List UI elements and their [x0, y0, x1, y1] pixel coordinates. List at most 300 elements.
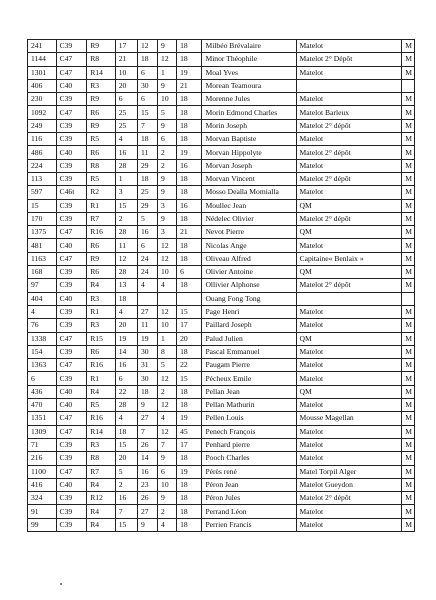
name-cell: Morvan Joseph	[202, 159, 296, 172]
rank-cell: Matelot 2° dépôt	[296, 146, 402, 159]
month-cell: 24	[137, 252, 157, 265]
rank-cell: QM	[296, 385, 402, 398]
rank-cell: Matelot	[296, 518, 402, 531]
age-cell: 17	[177, 438, 202, 451]
rank-cell: Matelot	[296, 345, 402, 358]
name-cell: Moal Yves	[202, 66, 296, 79]
class-code: C39	[56, 119, 87, 132]
table-row	[28, 53, 415, 66]
class-code: C46t	[56, 186, 87, 199]
year-cell: 4	[158, 279, 177, 292]
table-row	[28, 345, 415, 358]
table-row	[28, 438, 415, 451]
register-code: R5	[87, 172, 116, 185]
year-cell: 12	[158, 239, 177, 252]
rank-cell: Matelot	[296, 319, 402, 332]
year-cell: 2	[158, 505, 177, 518]
day-cell: 3	[115, 186, 137, 199]
record-number: 470	[28, 399, 57, 412]
record-number: 170	[28, 212, 57, 225]
day-cell: 7	[115, 505, 137, 518]
year-cell: 2	[158, 385, 177, 398]
rank-cell: QM	[296, 199, 402, 212]
class-code: C39	[56, 159, 87, 172]
age-cell: 19	[177, 465, 202, 478]
rank-cell: QM	[296, 226, 402, 239]
day-cell: 20	[115, 319, 137, 332]
register-code: R9	[87, 252, 116, 265]
year-cell: 2	[158, 146, 177, 159]
age-cell: 18	[177, 252, 202, 265]
record-number: 6	[28, 372, 57, 385]
name-cell: Minor Théophile	[202, 53, 296, 66]
age-cell: 17	[177, 319, 202, 332]
name-cell: Nevot Pierre	[202, 226, 296, 239]
record-number: 1144	[28, 53, 57, 66]
age-cell: 16	[177, 199, 202, 212]
table-row	[28, 332, 415, 345]
record-number: 404	[28, 292, 57, 305]
register-code: R7	[87, 212, 116, 225]
month-cell: 30	[137, 79, 157, 92]
day-cell: 28	[115, 226, 137, 239]
name-cell: Ollivier Alphonse	[202, 279, 296, 292]
table-row	[28, 239, 415, 252]
register-code: R4	[87, 478, 116, 491]
record-number: 168	[28, 266, 57, 279]
year-cell: 12	[158, 425, 177, 438]
rank-cell: Matelot	[296, 425, 402, 438]
rank-cell: QM	[296, 266, 402, 279]
age-cell: 19	[177, 412, 202, 425]
table-row	[28, 172, 415, 185]
day-cell: 6	[115, 372, 137, 385]
month-cell: 31	[137, 359, 157, 372]
rank-cell: Matelot	[296, 452, 402, 465]
status-cell: M	[402, 505, 415, 518]
month-cell: 16	[137, 226, 157, 239]
year-cell: 10	[158, 478, 177, 491]
year-cell: 7	[158, 438, 177, 451]
register-code: R1	[87, 199, 116, 212]
month-cell: 9	[137, 399, 157, 412]
record-number: 71	[28, 438, 57, 451]
status-cell: M	[402, 226, 415, 239]
month-cell: 18	[137, 385, 157, 398]
name-cell: Péron Jules	[202, 492, 296, 505]
month-cell: 6	[137, 93, 157, 106]
table-row	[28, 106, 415, 119]
month-cell: 9	[137, 518, 157, 531]
record-number: 1363	[28, 359, 57, 372]
register-code: R6	[87, 266, 116, 279]
class-code: C39	[56, 133, 87, 146]
status-cell: M	[402, 186, 415, 199]
class-code: C47	[56, 359, 87, 372]
day-cell: 16	[115, 146, 137, 159]
year-cell: 2	[158, 159, 177, 172]
month-cell: 27	[137, 505, 157, 518]
year-cell: 9	[158, 186, 177, 199]
age-cell: 18	[177, 172, 202, 185]
class-code: C39	[56, 518, 87, 531]
status-cell: M	[402, 319, 415, 332]
class-code: C40	[56, 478, 87, 491]
register-code: R15	[87, 332, 116, 345]
name-cell: Pellan Jean	[202, 385, 296, 398]
status-cell: M	[402, 425, 415, 438]
register-code: R14	[87, 425, 116, 438]
table-row	[28, 399, 415, 412]
class-code: C47	[56, 252, 87, 265]
class-code: C39	[56, 279, 87, 292]
status-cell: M	[402, 399, 415, 412]
day-cell: 25	[115, 119, 137, 132]
status-cell: M	[402, 53, 415, 66]
month-cell: 26	[137, 438, 157, 451]
age-cell: 18	[177, 40, 202, 53]
rank-cell: Matelot 2° Dépôt	[296, 53, 402, 66]
table-row	[28, 146, 415, 159]
register-code: R4	[87, 385, 116, 398]
month-cell: 12	[137, 40, 157, 53]
record-number: 1092	[28, 106, 57, 119]
status-cell: M	[402, 385, 415, 398]
year-cell: 3	[158, 199, 177, 212]
record-number: 406	[28, 79, 57, 92]
rank-cell: Matelot Barleux	[296, 106, 402, 119]
register-code: R4	[87, 518, 116, 531]
status-cell	[402, 79, 415, 92]
rank-cell: Matelot	[296, 186, 402, 199]
table-row	[28, 359, 415, 372]
status-cell: M	[402, 305, 415, 318]
name-cell: Morin Edmond Charles	[202, 106, 296, 119]
year-cell: 1	[158, 66, 177, 79]
register-code: R3	[87, 292, 116, 305]
month-cell	[137, 292, 157, 305]
name-cell: Perrand Léon	[202, 505, 296, 518]
age-cell: 18	[177, 106, 202, 119]
register-code: R1	[87, 305, 116, 318]
class-code: C39	[56, 319, 87, 332]
register-code: R8	[87, 159, 116, 172]
month-cell: 27	[137, 305, 157, 318]
name-cell: Pérès rené	[202, 465, 296, 478]
day-cell: 18	[115, 292, 137, 305]
table-row	[28, 119, 415, 132]
class-code: C47	[56, 66, 87, 79]
day-cell: 10	[115, 66, 137, 79]
register-code: R6	[87, 239, 116, 252]
class-code: C47	[56, 465, 87, 478]
month-cell: 11	[137, 146, 157, 159]
rank-cell: QM	[296, 332, 402, 345]
name-cell: Paillard Joseph	[202, 319, 296, 332]
rank-cell: Matelot	[296, 239, 402, 252]
record-number: 1163	[28, 252, 57, 265]
month-cell: 29	[137, 199, 157, 212]
rank-cell: Matelot Gueydon	[296, 478, 402, 491]
class-code: C39	[56, 93, 87, 106]
age-cell: 18	[177, 385, 202, 398]
name-cell: Penech François	[202, 425, 296, 438]
status-cell: M	[402, 438, 415, 451]
table-row	[28, 266, 415, 279]
year-cell: 1	[158, 332, 177, 345]
month-cell: 6	[137, 239, 157, 252]
name-cell: Penhard pierre	[202, 438, 296, 451]
record-number: 91	[28, 505, 57, 518]
rank-cell: Matelot	[296, 133, 402, 146]
status-cell: M	[402, 332, 415, 345]
age-cell: 18	[177, 345, 202, 358]
day-cell: 11	[115, 239, 137, 252]
table-row	[28, 305, 415, 318]
status-cell: M	[402, 239, 415, 252]
class-code: C39	[56, 505, 87, 518]
class-code: C47	[56, 332, 87, 345]
register-code: R16	[87, 359, 116, 372]
status-cell: M	[402, 478, 415, 491]
rank-cell: Matelot 2° dépôt	[296, 212, 402, 225]
month-cell: 18	[137, 172, 157, 185]
record-number: 76	[28, 319, 57, 332]
name-cell: Nicolas Ange	[202, 239, 296, 252]
record-number: 486	[28, 146, 57, 159]
register-code: R4	[87, 279, 116, 292]
class-code: C39	[56, 305, 87, 318]
register-code: R5	[87, 399, 116, 412]
name-cell: Morenne Jules	[202, 93, 296, 106]
class-code: C47	[56, 53, 87, 66]
age-cell: 45	[177, 425, 202, 438]
table-row	[28, 292, 415, 305]
age-cell: 18	[177, 399, 202, 412]
month-cell: 16	[137, 465, 157, 478]
rank-cell: Matelot	[296, 93, 402, 106]
age-cell: 18	[177, 53, 202, 66]
day-cell: 21	[115, 53, 137, 66]
day-cell: 28	[115, 159, 137, 172]
month-cell: 24	[137, 266, 157, 279]
status-cell: M	[402, 279, 415, 292]
table-row	[28, 385, 415, 398]
table-row	[28, 186, 415, 199]
name-cell: Perrien Francis	[202, 518, 296, 531]
age-cell: 16	[177, 159, 202, 172]
table-row	[28, 505, 415, 518]
name-cell: Ouang Fong Tong	[202, 292, 296, 305]
age-cell: 6	[177, 266, 202, 279]
age-cell: 18	[177, 505, 202, 518]
age-cell: 20	[177, 332, 202, 345]
year-cell: 12	[158, 305, 177, 318]
class-code: C40	[56, 239, 87, 252]
name-cell: Moullec Jean	[202, 199, 296, 212]
record-number: 113	[28, 172, 57, 185]
table-row	[28, 252, 415, 265]
rank-cell: Matelot	[296, 438, 402, 451]
register-code: R7	[87, 465, 116, 478]
table-row	[28, 518, 415, 531]
year-cell: 8	[158, 345, 177, 358]
table-row	[28, 159, 415, 172]
month-cell: 5	[137, 212, 157, 225]
class-code: C40	[56, 146, 87, 159]
class-code: C39	[56, 438, 87, 451]
name-cell: Morvan Hippolyte	[202, 146, 296, 159]
month-cell: 4	[137, 279, 157, 292]
status-cell: M	[402, 412, 415, 425]
age-cell: 18	[177, 279, 202, 292]
rank-cell: Matelot	[296, 359, 402, 372]
day-cell: 1	[115, 172, 137, 185]
status-cell: M	[402, 159, 415, 172]
rank-cell: Matelot	[296, 399, 402, 412]
month-cell: 6	[137, 66, 157, 79]
status-cell: M	[402, 212, 415, 225]
rank-cell: Mousse Magellan	[296, 412, 402, 425]
record-number: 224	[28, 159, 57, 172]
register-code: R9	[87, 93, 116, 106]
day-cell: 6	[115, 93, 137, 106]
status-cell: M	[402, 146, 415, 159]
register-code: R8	[87, 53, 116, 66]
class-code: C40	[56, 399, 87, 412]
class-code: C39	[56, 372, 87, 385]
age-cell: 18	[177, 133, 202, 146]
record-number: 116	[28, 133, 57, 146]
rank-cell: Capitaine« Benlaix »	[296, 252, 402, 265]
record-number: 99	[28, 518, 57, 531]
age-cell: 21	[177, 226, 202, 239]
month-cell: 18	[137, 53, 157, 66]
class-code: C40	[56, 385, 87, 398]
record-number: 1351	[28, 412, 57, 425]
class-code: C47	[56, 412, 87, 425]
status-cell: M	[402, 172, 415, 185]
record-number: 481	[28, 239, 57, 252]
table-row	[28, 226, 415, 239]
year-cell: 12	[158, 399, 177, 412]
rank-cell: Matelot	[296, 305, 402, 318]
status-cell: M	[402, 452, 415, 465]
register-code: R3	[87, 319, 116, 332]
table-row	[28, 478, 415, 491]
status-cell: M	[402, 518, 415, 531]
name-cell: Olivier Antoine	[202, 266, 296, 279]
month-cell: 19	[137, 332, 157, 345]
status-cell: M	[402, 106, 415, 119]
table-row	[28, 465, 415, 478]
month-cell: 29	[137, 159, 157, 172]
register-code: R6	[87, 345, 116, 358]
class-code: C40	[56, 79, 87, 92]
class-code: C47	[56, 106, 87, 119]
name-cell: Morvan Vincent	[202, 172, 296, 185]
day-cell: 15	[115, 199, 137, 212]
record-number: 230	[28, 93, 57, 106]
class-code: C47	[56, 226, 87, 239]
day-cell: 5	[115, 465, 137, 478]
status-cell: M	[402, 199, 415, 212]
year-cell: 5	[158, 106, 177, 119]
month-cell: 23	[137, 478, 157, 491]
class-code: C39	[56, 345, 87, 358]
rank-cell	[296, 292, 402, 305]
table-row	[28, 40, 415, 53]
status-cell: M	[402, 252, 415, 265]
name-cell: Paugam Pierre	[202, 359, 296, 372]
record-number: 436	[28, 385, 57, 398]
year-cell: 9	[158, 79, 177, 92]
age-cell: 15	[177, 372, 202, 385]
year-cell: 12	[158, 53, 177, 66]
table-row	[28, 412, 415, 425]
register-code: R8	[87, 452, 116, 465]
register-code: R12	[87, 492, 116, 505]
rank-cell: Matelot 2° dépôt	[296, 492, 402, 505]
year-cell: 4	[158, 412, 177, 425]
status-cell: M	[402, 119, 415, 132]
age-cell: 21	[177, 79, 202, 92]
class-code: C47	[56, 425, 87, 438]
table-row	[28, 66, 415, 79]
day-cell: 19	[115, 332, 137, 345]
rank-cell: Matelot	[296, 505, 402, 518]
year-cell	[158, 292, 177, 305]
rank-cell: Matelot 2° dépôt	[296, 279, 402, 292]
year-cell: 10	[158, 266, 177, 279]
record-number: 597	[28, 186, 57, 199]
record-number: 1301	[28, 66, 57, 79]
status-cell: M	[402, 492, 415, 505]
day-cell: 15	[115, 518, 137, 531]
day-cell: 20	[115, 79, 137, 92]
month-cell: 14	[137, 452, 157, 465]
status-cell: M	[402, 266, 415, 279]
status-cell: M	[402, 93, 415, 106]
year-cell: 4	[158, 518, 177, 531]
name-cell: Pascal Emmanuel	[202, 345, 296, 358]
class-code: C39	[56, 199, 87, 212]
register-code: R4	[87, 505, 116, 518]
month-cell: 26	[137, 492, 157, 505]
day-cell: 22	[115, 385, 137, 398]
month-cell: 18	[137, 133, 157, 146]
name-cell: Page Henri	[202, 305, 296, 318]
name-cell: Oliveau Alfred	[202, 252, 296, 265]
roster-body	[28, 40, 415, 532]
name-cell: Morvan Baptiste	[202, 133, 296, 146]
year-cell: 12	[158, 252, 177, 265]
record-number: 15	[28, 199, 57, 212]
record-number: 1100	[28, 465, 57, 478]
day-cell: 4	[115, 305, 137, 318]
class-code: C39	[56, 212, 87, 225]
day-cell: 18	[115, 425, 137, 438]
age-cell: 18	[177, 518, 202, 531]
name-cell: Milbéo Brévalaire	[202, 40, 296, 53]
rank-cell: Matelot	[296, 159, 402, 172]
status-cell: M	[402, 372, 415, 385]
age-cell: 19	[177, 146, 202, 159]
register-code: R16	[87, 412, 116, 425]
year-cell: 9	[158, 212, 177, 225]
day-cell: 13	[115, 279, 137, 292]
month-cell: 7	[137, 425, 157, 438]
